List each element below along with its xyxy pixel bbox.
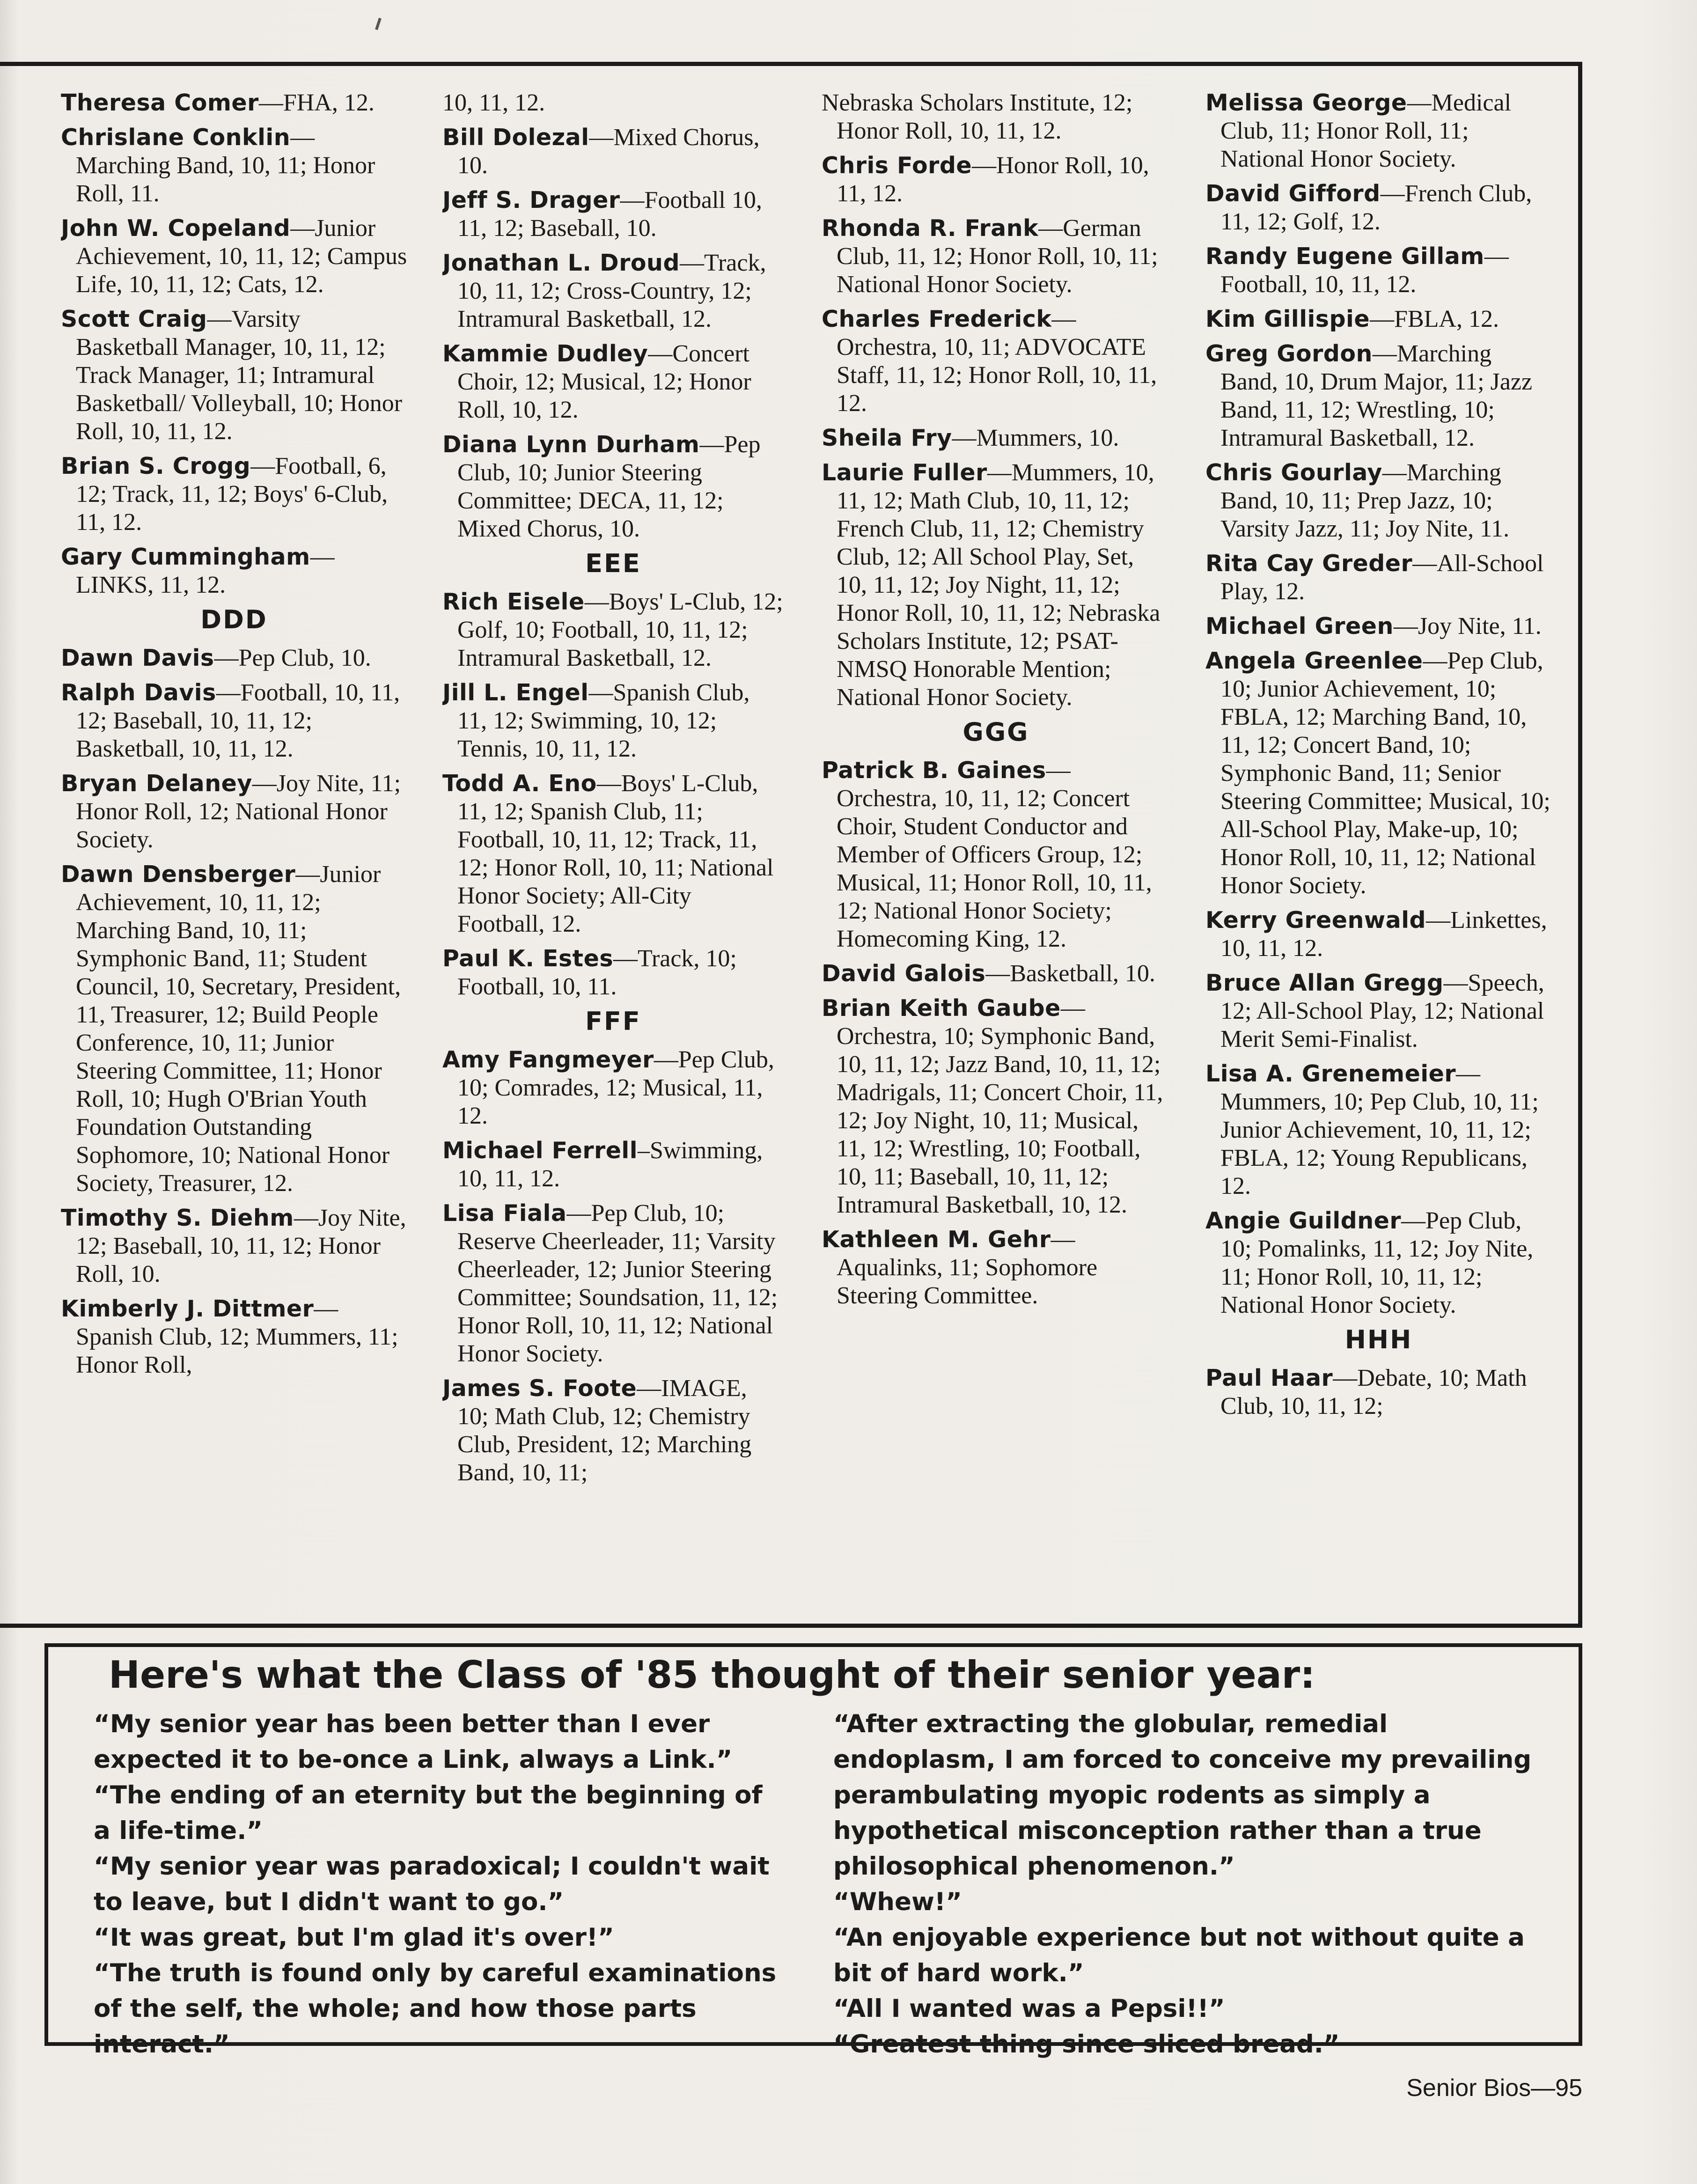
- student-name: Patrick B. Gaines: [822, 757, 1046, 784]
- activities-text: —Marching Band, 10, 11; Prep Jazz, 10; Varsity Jazz, 11; Joy Nite, 11.: [1220, 459, 1510, 542]
- activities-text: —Boys' L-Club, 11, 12; Spanish Club, 11; Football, 10, 11, 12; Track, 11, 12; Honor Roll, 10, 11; National Honor Society; All-City Football, 12.: [457, 770, 774, 937]
- activities-text: —Joy Nite, 12; Baseball, 10, 11, 12; Honor Roll, 10.: [76, 1205, 406, 1287]
- bio-entry: [822, 305, 1170, 418]
- senior-quote: “The truth is found only by careful examinations of the self, the whole; and how those parts interact.”: [94, 1959, 777, 2059]
- senior-quote: “The ending of an eternity but the beginning of a life-time.”: [94, 1781, 763, 1845]
- activities-text: —Football 10, 11, 12; Baseball, 10.: [457, 187, 762, 242]
- student-name: John W. Copeland: [61, 215, 291, 242]
- student-name: Michael Green: [1205, 613, 1394, 640]
- activities-text: —Orchestra, 10, 11, 12; Concert Choir, Student Conductor and Member of Officers Group, 12; Musical, 11; Honor Roll, 10, 11, 12; National Honor Society; Homecoming King, 12.: [837, 757, 1152, 952]
- bio-entry: [822, 960, 1170, 988]
- bio-entry: [822, 757, 1170, 953]
- student-name: Rita Cay Greder: [1205, 550, 1413, 577]
- bio-entry: [61, 770, 407, 854]
- student-name: Bill Dolezal: [442, 124, 589, 151]
- activities-text: —Honor Roll, 10, 11, 12.: [837, 152, 1149, 207]
- bio-entry: [822, 1226, 1170, 1310]
- page-number: 95: [1555, 2074, 1582, 2102]
- bio-entry: [1205, 906, 1552, 963]
- student-name: Greg Gordon: [1205, 340, 1373, 367]
- print-speck: [375, 18, 382, 30]
- student-name: Kerry Greenwald: [1205, 907, 1426, 934]
- activities-text: —Marching Band, 10, Drum Major, 11; Jazz Band, 11, 12; Wrestling, 10; Intramural Basketball, 12.: [1220, 340, 1533, 451]
- senior-quote: “After extracting the globular, remedial endoplasm, I am forced to conceive my prevailing perambulating myopic rodents as simply a hypothetical misconception rather than a true philosophical phenomenon.”: [833, 1710, 1532, 1881]
- student-name: Laurie Fuller: [822, 459, 987, 486]
- bio-entry: [442, 1199, 784, 1368]
- bio-entry: [1205, 647, 1552, 900]
- activities-text: —Boys' L-Club, 12; Golf, 10; Football, 10, 11, 12; Intramural Basketball, 12.: [457, 588, 783, 671]
- activities-text: —Junior Achievement, 10, 11, 12; Marching Band, 10, 11; Symphonic Band, 11; Student Council, 10, Secretary, President, 11, Treasurer, 12; Build People Conference, 10, 11; Junior Steering Committee, 11; Honor Roll, 10; Hugh O'Brian Youth Foundation Outstanding Sophomore, 10; National Honor Society, Treasurer, 12.: [76, 861, 401, 1197]
- bio-entry: [61, 543, 407, 599]
- student-name: Dawn Densberger: [61, 861, 296, 888]
- student-name: Ralph Davis: [61, 679, 216, 706]
- student-name: Rich Eisele: [442, 588, 585, 615]
- bio-entry: [1205, 969, 1552, 1053]
- student-name: Sheila Fry: [822, 425, 952, 451]
- bio-entry-continued: [822, 89, 1170, 145]
- student-name: Kammie Dudley: [442, 340, 648, 367]
- activities-text: —Track, 10; Football, 10, 11.: [457, 945, 737, 1000]
- bio-entry: [61, 124, 407, 208]
- activities-text: —All-School Play, 12.: [1220, 550, 1544, 605]
- student-name: Paul Haar: [1205, 1365, 1333, 1391]
- senior-quote: “Greatest thing since sliced bread.”: [833, 2030, 1340, 2059]
- activities-text: —Orchestra, 10, 11; ADVOCATE Staff, 11, 12; Honor Roll, 10, 11, 12.: [837, 306, 1157, 417]
- bio-entry: [442, 1375, 784, 1487]
- bio-column-4: [1205, 89, 1552, 1625]
- senior-quote: “My senior year has been better than I ever expected it to be-once a Link, always a Link.”: [94, 1710, 733, 1774]
- student-name: Chris Gourlay: [1205, 459, 1382, 486]
- bio-entry: [442, 1046, 784, 1130]
- student-name: James S. Foote: [442, 1375, 637, 1402]
- student-name: Bruce Allan Gregg: [1205, 970, 1444, 996]
- bio-entry: [61, 214, 407, 299]
- student-name: Paul K. Estes: [442, 945, 614, 972]
- bio-entry: [61, 679, 407, 763]
- senior-quote: “All I wanted was a Pepsi!!”: [833, 1994, 1225, 2023]
- activities-text: —Concert Choir, 12; Musical, 12; Honor Roll, 10, 12.: [457, 340, 751, 423]
- student-name: Melissa George: [1205, 89, 1407, 116]
- bio-entry: [442, 588, 784, 672]
- activities-text: —Medical Club, 11; Honor Roll, 11; National Honor Society.: [1220, 89, 1512, 172]
- quotes-column-left: [94, 1706, 786, 2062]
- bio-entry: [442, 945, 784, 1001]
- activities-text: —Varsity Basketball Manager, 10, 11, 12; Track Manager, 11; Intramural Basketball/ Volleyball, 10; Honor Roll, 10, 11, 12.: [76, 306, 403, 445]
- student-name: Lisa A. Grenemeier: [1205, 1060, 1456, 1087]
- activities-text: —IMAGE, 10; Math Club, 12; Chemistry Club, President, 12; Marching Band, 10, 11;: [457, 1375, 752, 1486]
- activities-text: —Mummers, 10, 11, 12; Math Club, 10, 11, 12; French Club, 11, 12; Chemistry Club, 12; All School Play, Set, 10, 11, 12; Joy Night, 11, 12; Honor Roll, 10, 11, 12; Nebraska Scholars Institute, 12; PSAT-NMSQ Honorable Mention; National Honor Society.: [837, 459, 1161, 711]
- activities-text: —Pep Club, 10; Comrades, 12; Musical, 11, 12.: [457, 1046, 774, 1129]
- bio-entry: [1205, 459, 1552, 543]
- quotes-heading: Here's what the Class of '85 thought of their senior year:: [109, 1653, 1315, 1697]
- section-letter-heading: GGG: [962, 717, 1029, 747]
- bio-entry: [1205, 180, 1552, 236]
- student-name: Jonathan L. Droud: [442, 250, 680, 276]
- activities-text: —German Club, 11, 12; Honor Roll, 10, 11; National Honor Society.: [837, 215, 1158, 298]
- bio-entry: [61, 305, 407, 446]
- student-name: Gary Cummingham: [61, 544, 310, 570]
- student-name: David Galois: [822, 960, 986, 987]
- bio-column-2: [442, 89, 784, 1625]
- student-name: Lisa Fiala: [442, 1200, 567, 1227]
- student-name: Charles Frederick: [822, 306, 1052, 332]
- bio-entry: [442, 679, 784, 763]
- student-name: Randy Eugene Gillam: [1205, 243, 1484, 270]
- bio-entry: [822, 214, 1170, 299]
- quotes-column-right: [833, 1706, 1545, 2062]
- bio-column-3: [822, 89, 1170, 1625]
- bio-entry: [1205, 1364, 1552, 1420]
- bio-entry-continued: [442, 89, 784, 117]
- activities-text: —Pep Club, 10; Junior Steering Committee; DECA, 11, 12; Mixed Chorus, 10.: [457, 431, 761, 542]
- bio-entry: [442, 770, 784, 938]
- activities-text: —Aqualinks, 11; Sophomore Steering Committee.: [837, 1226, 1098, 1309]
- activities-text: —Joy Nite, 11; Honor Roll, 12; National Honor Society.: [76, 770, 401, 853]
- activities-text: —Football, 10, 11, 12.: [1220, 243, 1509, 298]
- activities-text: —Debate, 10; Math Club, 10, 11, 12;: [1220, 1365, 1527, 1419]
- section-letter-heading: FFF: [585, 1007, 641, 1036]
- bio-entry: [822, 152, 1170, 208]
- activities-text: —Linkettes, 10, 11, 12.: [1220, 907, 1547, 962]
- activities-text: —Marching Band, 10, 11; Honor Roll, 11.: [76, 124, 375, 207]
- activities-text: —Junior Achievement, 10, 11, 12; Campus Life, 10, 11, 12; Cats, 12.: [76, 215, 407, 298]
- student-name: Brian S. Crogg: [61, 453, 251, 479]
- footer-dash: —: [1531, 2074, 1556, 2102]
- bio-entry: [1205, 305, 1552, 333]
- student-name: Brian Keith Gaube: [822, 995, 1061, 1022]
- bio-entry: [442, 124, 784, 180]
- activities-text: —Orchestra, 10; Symphonic Band, 10, 11, 12; Jazz Band, 10, 11, 12; Madrigals, 11; Concert Choir, 11, 12; Joy Night, 10, 11; Musical, 11, 12; Wrestling, 10; Football, 10, 11; Baseball, 10, 11, 12; Intramural Basketball, 10, 12.: [837, 995, 1163, 1218]
- activities-text: –Swimming, 10, 11, 12.: [457, 1137, 763, 1192]
- senior-quote: “Whew!”: [833, 1888, 962, 1916]
- student-name: Dawn Davis: [61, 645, 214, 671]
- student-name: Diana Lynn Durham: [442, 431, 700, 458]
- senior-quote: “An enjoyable experience but not without quite a bit of hard work.”: [833, 1923, 1525, 1987]
- bio-entry: [822, 459, 1170, 712]
- student-name: Todd A. Eno: [442, 770, 597, 797]
- bio-entry: [61, 89, 407, 117]
- bio-entry: [442, 1137, 784, 1193]
- student-name: Theresa Comer: [61, 89, 259, 116]
- activities-text: —Track, 10, 11, 12; Cross-Country, 12; Intramural Basketball, 12.: [457, 250, 766, 332]
- activities-text: —Spanish Club, 12; Mummers, 11; Honor Roll,: [76, 1295, 398, 1378]
- activities-text: —LINKS, 11, 12.: [76, 544, 335, 598]
- activities-text: —Pep Club, 10.: [214, 645, 371, 671]
- section-letter-heading: HHH: [1344, 1325, 1413, 1354]
- activities-text: —Football, 10, 11, 12; Baseball, 10, 11, 12; Basketball, 10, 11, 12.: [76, 679, 400, 762]
- activities-text: 10, 11, 12.: [442, 89, 545, 116]
- bio-entry: [61, 860, 407, 1198]
- activities-text: —French Club, 11, 12; Golf, 12.: [1220, 180, 1532, 235]
- student-name: David Gifford: [1205, 180, 1381, 207]
- activities-text: —Joy Nite, 11.: [1393, 613, 1542, 640]
- section-letter-heading: DDD: [200, 605, 268, 634]
- bio-entry: [442, 431, 784, 543]
- student-name: Scott Craig: [61, 306, 207, 332]
- student-name: Michael Ferrell: [442, 1137, 638, 1164]
- student-name: Chrislane Conklin: [61, 124, 291, 151]
- footer-section-label: Senior Bios: [1406, 2074, 1531, 2102]
- student-name: Bryan Delaney: [61, 770, 252, 797]
- activities-text: —Pep Club, 10; Junior Achievement, 10; FBLA, 12; Marching Band, 10, 11, 12; Concert Band, 10; Symphonic Band, 11; Senior Steering Committee; Musical, 10; All-School Play, Make-up, 10; Honor Roll, 10, 11, 12; National Honor Society.: [1220, 647, 1550, 899]
- bio-entry: [1205, 89, 1552, 173]
- student-name: Kathleen M. Gehr: [822, 1226, 1051, 1253]
- bio-entry: [442, 340, 784, 424]
- student-name: Chris Forde: [822, 152, 972, 179]
- bio-entry: [822, 424, 1170, 452]
- bio-entry: [1205, 612, 1552, 640]
- activities-text: —Mummers, 10; Pep Club, 10, 11; Junior Achievement, 10, 11, 12; FBLA, 12; Young Republicans, 12.: [1220, 1060, 1539, 1199]
- bio-column-1: [61, 89, 407, 1625]
- student-name: Angie Guildner: [1205, 1207, 1402, 1234]
- activities-text: —Spanish Club, 11, 12; Swimming, 10, 12; Tennis, 10, 11, 12.: [457, 679, 750, 762]
- senior-quote: “It was great, but I'm glad it's over!”: [94, 1923, 614, 1952]
- bio-entry: [1205, 550, 1552, 606]
- student-name: Jeff S. Drager: [442, 187, 620, 213]
- bio-entry: [1205, 243, 1552, 299]
- senior-quote: “My senior year was paradoxical; I couldn't wait to leave, but I didn't want to go.”: [94, 1852, 770, 1916]
- student-name: Rhonda R. Frank: [822, 215, 1039, 242]
- bio-entry: [822, 994, 1170, 1219]
- activities-text: —Speech, 12; All-School Play, 12; National Merit Semi-Finalist.: [1220, 970, 1544, 1052]
- activities-text: —Pep Club, 10; Reserve Cheerleader, 11; Varsity Cheerleader, 12; Junior Steering Committee; Soundsation, 11, 12; Honor Roll, 10, 11, 12; National Honor Society.: [457, 1200, 778, 1367]
- student-name: Jill L. Engel: [442, 679, 589, 706]
- bio-entry: [442, 186, 784, 243]
- bio-entry: [61, 1295, 407, 1379]
- student-name: Kimberly J. Dittmer: [61, 1295, 314, 1322]
- activities-text: Nebraska Scholars Institute, 12; Honor Roll, 10, 11, 12.: [822, 89, 1133, 144]
- activities-text: —FBLA, 12.: [1370, 306, 1499, 332]
- student-name: Angela Greenlee: [1205, 647, 1423, 674]
- activities-text: —Pep Club, 10; Pomalinks, 11, 12; Joy Nite, 11; Honor Roll, 10, 11, 12; National Honor Society.: [1220, 1207, 1534, 1318]
- bio-entry: [61, 644, 407, 672]
- bio-entry: [61, 452, 407, 537]
- section-letter-heading: EEE: [585, 549, 641, 578]
- activities-text: —Mummers, 10.: [952, 425, 1119, 451]
- bio-entry: [442, 249, 784, 333]
- page-footer: [1367, 2074, 1582, 2102]
- bio-entry: [61, 1204, 407, 1288]
- activities-text: —Mixed Chorus, 10.: [457, 124, 760, 179]
- activities-text: —FHA, 12.: [258, 89, 375, 116]
- activities-text: —Football, 6, 12; Track, 11, 12; Boys' 6-Club, 11, 12.: [76, 453, 388, 536]
- student-name: Kim Gillispie: [1205, 306, 1370, 332]
- student-name: Timothy S. Diehm: [61, 1205, 294, 1231]
- bio-entry: [1205, 1207, 1552, 1319]
- student-name: Amy Fangmeyer: [442, 1046, 654, 1073]
- bio-entry: [1205, 340, 1552, 452]
- activities-text: —Basketball, 10.: [985, 960, 1155, 987]
- bio-entry: [1205, 1060, 1552, 1200]
